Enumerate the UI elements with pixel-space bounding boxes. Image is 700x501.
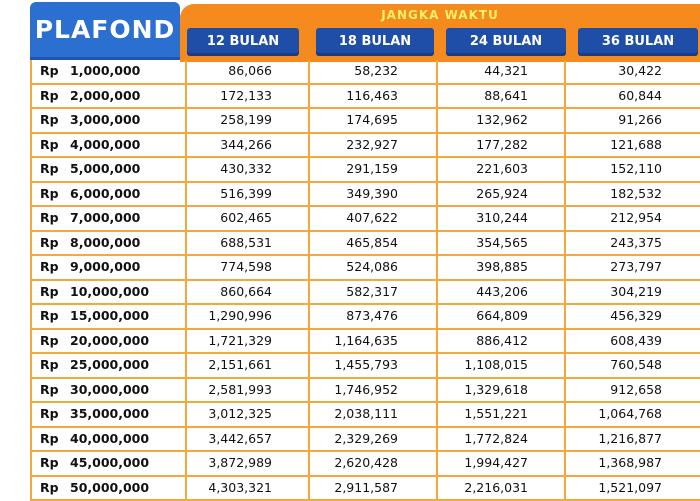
jangka-waktu-label: JANGKA WAKTU [180,8,700,22]
installment-cell: 873,476 [310,305,438,328]
plafond-amount: 35,000,000 [70,406,149,421]
installment-cell: 2,216,031 [438,477,566,500]
installment-cell: 212,954 [566,207,700,230]
plafond-cell [32,232,187,255]
currency-prefix: Rp [40,354,70,376]
installment-cell: 1,216,877 [566,428,700,451]
plafond-cell [32,207,187,230]
installment-cell: 2,329,269 [310,428,438,451]
installment-cell: 860,664 [187,281,310,304]
installment-cell: 132,962 [438,109,566,132]
currency-prefix: Rp [40,330,70,352]
installment-cell: 172,133 [187,85,310,108]
installment-cell: 582,317 [310,281,438,304]
currency-prefix: Rp [40,256,70,278]
table-row [32,403,700,428]
installment-cell: 1,551,221 [438,403,566,426]
installment-cell: 4,303,321 [187,477,310,500]
plafond-cell [32,256,187,279]
plafond-label: PLAFOND [30,15,180,44]
installment-cell: 1,064,768 [566,403,700,426]
installment-cell: 3,012,325 [187,403,310,426]
installment-cell: 398,885 [438,256,566,279]
plafond-amount: 8,000,000 [70,235,140,250]
installment-cell: 2,038,111 [310,403,438,426]
plafond-cell [32,428,187,451]
installment-cell: 688,531 [187,232,310,255]
plafond-amount: 3,000,000 [70,112,140,127]
plafond-amount: 45,000,000 [70,455,149,470]
installment-cell: 116,463 [310,85,438,108]
installment-cell: 232,927 [310,134,438,157]
installment-cell: 407,622 [310,207,438,230]
currency-prefix: Rp [40,207,70,229]
plafond-amount: 25,000,000 [70,357,149,372]
currency-prefix: Rp [40,379,70,401]
plafond-amount: 10,000,000 [70,284,149,299]
installment-cell: 1,329,618 [438,379,566,402]
plafond-amount: 2,000,000 [70,88,140,103]
installment-cell: 456,329 [566,305,700,328]
installment-cell: 121,688 [566,134,700,157]
term-tab-24: 24 BULAN [446,28,566,56]
installment-cell: 344,266 [187,134,310,157]
plafond-header [30,2,180,60]
plafond-amount: 50,000,000 [70,480,149,495]
term-tab-12: 12 BULAN [187,28,299,56]
plafond-cell [32,183,187,206]
installment-cell: 273,797 [566,256,700,279]
installment-cell: 1,368,987 [566,452,700,475]
table-row [32,354,700,379]
plafond-amount: 6,000,000 [70,186,140,201]
currency-prefix: Rp [40,109,70,131]
currency-prefix: Rp [40,452,70,474]
currency-prefix: Rp [40,183,70,205]
plafond-cell [32,158,187,181]
currency-prefix: Rp [40,85,70,107]
currency-prefix: Rp [40,158,70,180]
installment-cell: 310,244 [438,207,566,230]
installment-cell: 912,658 [566,379,700,402]
plafond-cell [32,452,187,475]
table-row [32,305,700,330]
term-tab-18: 18 BULAN [316,28,434,56]
plafond-amount: 40,000,000 [70,431,149,446]
installment-cell: 2,581,993 [187,379,310,402]
installment-cell: 258,199 [187,109,310,132]
plafond-cell [32,477,187,500]
plafond-cell [32,330,187,353]
installment-cell: 2,620,428 [310,452,438,475]
installment-cell: 516,399 [187,183,310,206]
table-row [32,85,700,110]
installment-cell: 1,455,793 [310,354,438,377]
plafond-cell [32,134,187,157]
plafond-amount: 5,000,000 [70,161,140,176]
installment-cell: 443,206 [438,281,566,304]
installment-cell: 3,872,989 [187,452,310,475]
plafond-amount: 1,000,000 [70,63,140,78]
installment-cell: 1,746,952 [310,379,438,402]
installment-cell: 221,603 [438,158,566,181]
plafond-cell [32,305,187,328]
installment-cell: 60,844 [566,85,700,108]
plafond-amount: 15,000,000 [70,308,149,323]
plafond-cell [32,85,187,108]
installment-cell: 430,332 [187,158,310,181]
installment-cell: 1,108,015 [438,354,566,377]
installment-cell: 1,290,996 [187,305,310,328]
installment-cell: 182,532 [566,183,700,206]
installment-cell: 760,548 [566,354,700,377]
plafond-cell [32,354,187,377]
installment-cell: 2,911,587 [310,477,438,500]
currency-prefix: Rp [40,60,70,82]
installment-cell: 86,066 [187,60,310,83]
installment-cell: 465,854 [310,232,438,255]
plafond-amount: 20,000,000 [70,333,149,348]
installment-cell: 2,151,661 [187,354,310,377]
currency-prefix: Rp [40,232,70,254]
currency-prefix: Rp [40,477,70,499]
currency-prefix: Rp [40,134,70,156]
table-row [32,330,700,355]
table-row [32,134,700,159]
term-tab-36: 36 BULAN [578,28,698,56]
table-row [32,109,700,134]
installment-cell: 774,598 [187,256,310,279]
installment-cell: 44,321 [438,60,566,83]
currency-prefix: Rp [40,305,70,327]
installment-cell: 88,641 [438,85,566,108]
installment-cell: 524,086 [310,256,438,279]
table-row [32,60,700,85]
table-row [32,428,700,453]
installment-cell: 291,159 [310,158,438,181]
plafond-cell [32,109,187,132]
currency-prefix: Rp [40,281,70,303]
plafond-cell [32,379,187,402]
table-row [32,232,700,257]
plafond-amount: 9,000,000 [70,259,140,274]
table-row [32,256,700,281]
table-row [32,207,700,232]
table-row [32,379,700,404]
installment-cell: 602,465 [187,207,310,230]
plafond-cell [32,60,187,83]
installment-cell: 349,390 [310,183,438,206]
installment-cell: 243,375 [566,232,700,255]
installment-cell: 886,412 [438,330,566,353]
installment-cell: 91,266 [566,109,700,132]
table-row [32,158,700,183]
installment-cell: 265,924 [438,183,566,206]
table-body [30,60,700,501]
installment-cell: 304,219 [566,281,700,304]
installment-cell: 664,809 [438,305,566,328]
installment-cell: 354,565 [438,232,566,255]
currency-prefix: Rp [40,403,70,425]
installment-cell: 1,521,097 [566,477,700,500]
plafond-amount: 4,000,000 [70,137,140,152]
installment-cell: 3,442,657 [187,428,310,451]
installment-cell: 58,232 [310,60,438,83]
plafond-amount: 7,000,000 [70,210,140,225]
installment-cell: 1,164,635 [310,330,438,353]
installment-cell: 1,994,427 [438,452,566,475]
installment-cell: 1,721,329 [187,330,310,353]
installment-cell: 152,110 [566,158,700,181]
installment-cell: 30,422 [566,60,700,83]
table-row [32,477,700,501]
installment-cell: 1,772,824 [438,428,566,451]
plafond-amount: 30,000,000 [70,382,149,397]
currency-prefix: Rp [40,428,70,450]
installment-cell: 174,695 [310,109,438,132]
plafond-cell [32,403,187,426]
table-row [32,281,700,306]
plafond-cell [32,281,187,304]
table-row [32,452,700,477]
table-row [32,183,700,208]
installment-cell: 608,439 [566,330,700,353]
installment-cell: 177,282 [438,134,566,157]
